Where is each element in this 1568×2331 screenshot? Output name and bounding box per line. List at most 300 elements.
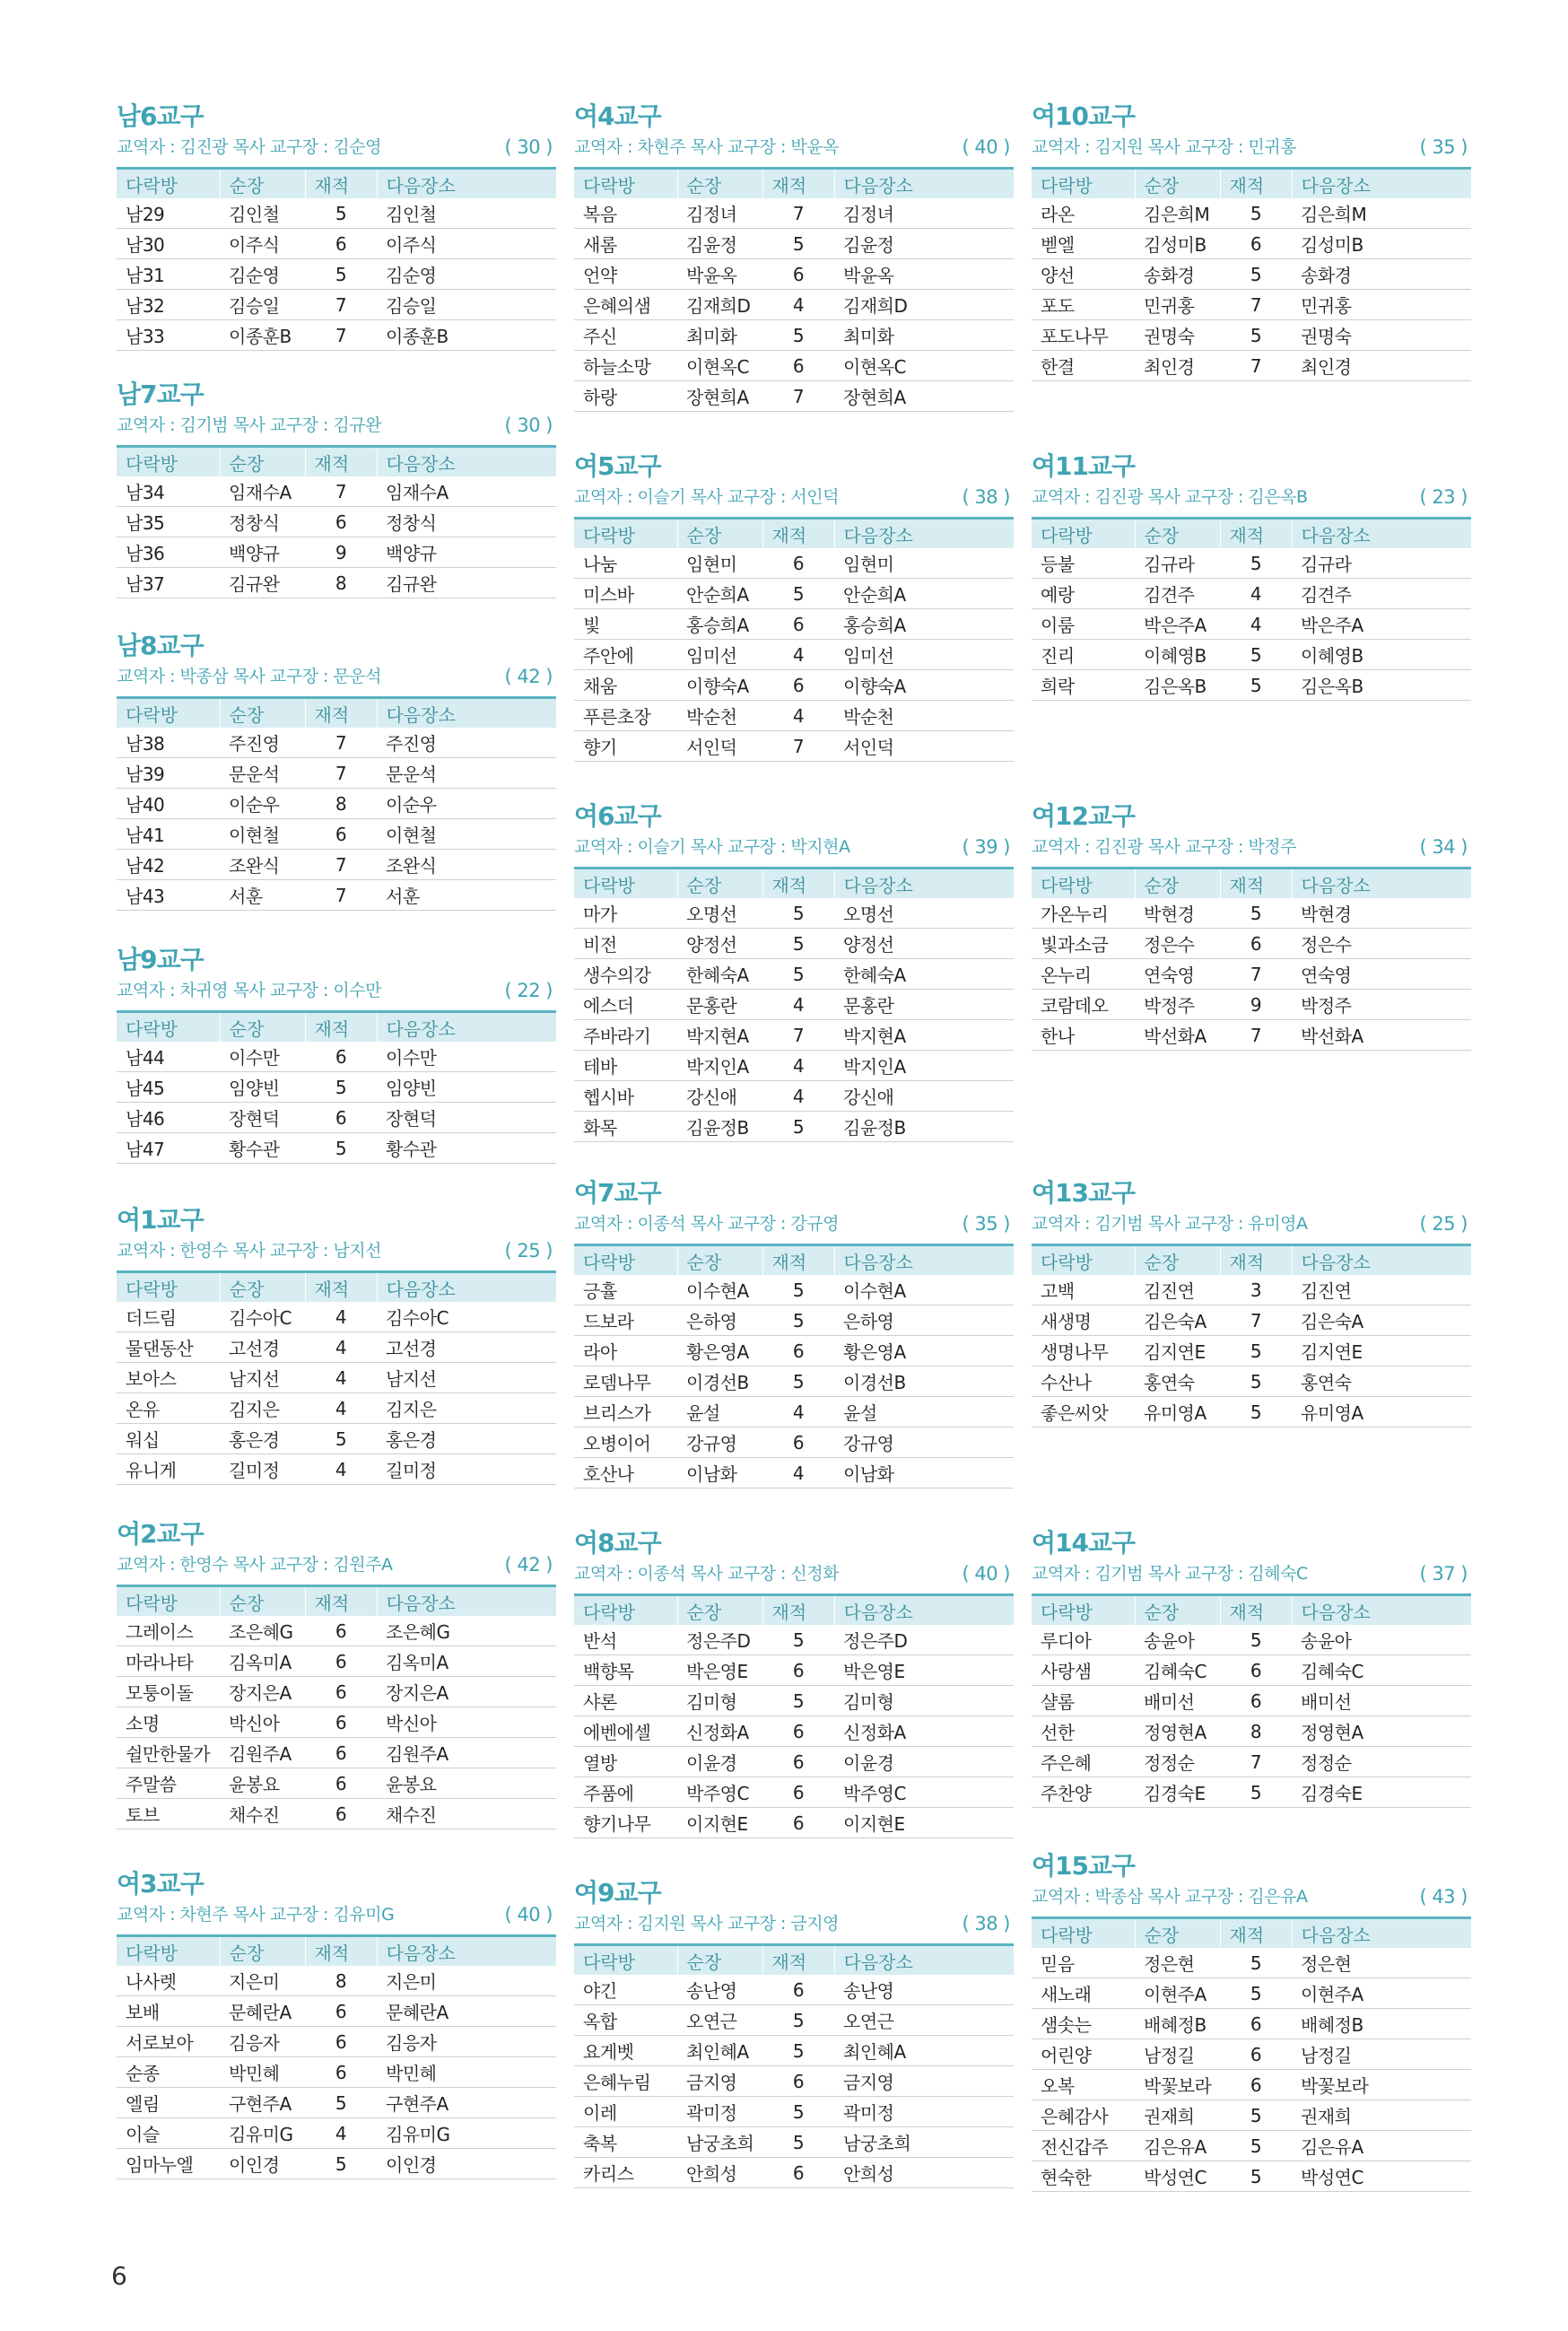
next-location: 박현경: [1292, 898, 1471, 929]
enrolled-count: 5: [1220, 1397, 1292, 1427]
leader-name: 박지인A: [677, 1051, 762, 1081]
column-header: 순장: [220, 1012, 305, 1043]
enrolled-count: 4: [305, 1393, 377, 1424]
group-name: 등불: [1032, 548, 1135, 579]
pastor-leader-info: 교역자 : 김진광 목사 교구장 : 김순영: [117, 137, 381, 157]
leader-name: 남정길: [1135, 2039, 1220, 2070]
next-location: 양정선: [834, 929, 1014, 959]
table-row: [1032, 1655, 1471, 1686]
table-row: [1032, 990, 1471, 1020]
group-name: 주안에: [574, 640, 677, 670]
district-section: [1032, 799, 1471, 1051]
column-header: 다락방: [117, 1586, 220, 1617]
table-row: [1032, 320, 1471, 351]
next-location: 박민혜: [377, 2057, 556, 2088]
table-row: [117, 1677, 556, 1707]
next-location: 홍연숙: [1292, 1366, 1471, 1397]
table-row: [1032, 1777, 1471, 1808]
leader-name: 문혜란A: [220, 1996, 305, 2027]
next-location: 권명숙: [1292, 320, 1471, 351]
group-name: 주바라기: [574, 1020, 677, 1051]
next-location: 남정길: [1292, 2039, 1471, 2070]
table-row: [1032, 2161, 1471, 2192]
group-name: 온유: [117, 1393, 220, 1424]
column-header: 재적: [762, 519, 834, 549]
table-row: [117, 789, 556, 819]
next-location: 홍승희A: [834, 609, 1014, 640]
enrolled-count: 4: [305, 2118, 377, 2149]
column-header: 다음장소: [377, 698, 556, 729]
leader-name: 김윤정: [677, 229, 762, 259]
leader-name: 김재희D: [677, 290, 762, 320]
leader-name: 이윤경: [677, 1747, 762, 1777]
table-row: [117, 1646, 556, 1677]
column-header: 순장: [677, 1945, 762, 1976]
table-row: [574, 898, 1014, 929]
group-name: 온누리: [1032, 959, 1135, 990]
enrolled-count: 5: [762, 1625, 834, 1655]
table-row: [574, 2127, 1014, 2158]
group-table: [574, 517, 1014, 762]
leader-name: 최미화: [677, 320, 762, 351]
pastor-leader-info: 교역자 : 한영수 목사 교구장 : 김원주A: [117, 1555, 393, 1575]
leader-name: 문홍란: [677, 990, 762, 1020]
table-row: [117, 2057, 556, 2088]
column-header: 순장: [1135, 1245, 1220, 1276]
district-section: [1032, 99, 1471, 381]
table-row: [574, 1051, 1014, 1081]
group-name: 빛과소금: [1032, 929, 1135, 959]
leader-name: 박민혜: [220, 2057, 305, 2088]
enrolled-count: 6: [762, 1655, 834, 1686]
column-header: 순장: [220, 169, 305, 199]
leader-name: 양정선: [677, 929, 762, 959]
leader-name: 남지선: [220, 1363, 305, 1393]
next-location: 곽미정: [834, 2097, 1014, 2127]
leader-name: 장지은A: [220, 1677, 305, 1707]
leader-name: 곽미정: [677, 2097, 762, 2127]
enrolled-count: 5: [1220, 1948, 1292, 1978]
enrolled-count: 6: [305, 229, 377, 259]
member-count: ( 43 ): [1419, 1886, 1468, 1908]
column-header: 다락방: [574, 1245, 677, 1276]
table-row: [117, 819, 556, 850]
enrolled-count: 5: [1220, 259, 1292, 290]
leader-name: 고선경: [220, 1332, 305, 1363]
district-meta: [117, 1902, 556, 1927]
column-header: 순장: [677, 169, 762, 199]
next-location: 조완식: [377, 850, 556, 880]
next-location: 정은주D: [834, 1625, 1014, 1655]
leader-name: 박성연C: [1135, 2161, 1220, 2192]
next-location: 배미선: [1292, 1686, 1471, 1716]
next-location: 문혜란A: [377, 1996, 556, 2027]
district-section: [117, 628, 556, 911]
table-row: [574, 1747, 1014, 1777]
column-header: 다락방: [1032, 1918, 1135, 1949]
leader-name: 홍은경: [220, 1424, 305, 1454]
member-count: ( 30 ): [504, 415, 553, 436]
district-title: 여10교구: [1032, 101, 1136, 131]
next-location: 김지연E: [1292, 1336, 1471, 1366]
enrolled-count: 5: [762, 959, 834, 990]
enrolled-count: 6: [762, 548, 834, 579]
column-header: 순장: [1135, 519, 1220, 549]
group-name: 루디아: [1032, 1625, 1135, 1655]
table-row: [574, 1275, 1014, 1305]
group-name: 남32: [117, 290, 220, 320]
enrolled-count: 4: [762, 1051, 834, 1081]
group-name: 남42: [117, 850, 220, 880]
enrolled-count: 5: [762, 229, 834, 259]
enrolled-count: 6: [762, 1427, 834, 1458]
table-row: [574, 731, 1014, 762]
enrolled-count: 7: [762, 381, 834, 412]
column-header: 다음장소: [377, 1272, 556, 1303]
member-count: ( 39 ): [962, 836, 1010, 858]
member-count: ( 42 ): [504, 666, 553, 687]
group-table: [117, 1010, 556, 1164]
next-location: 김원주A: [377, 1738, 556, 1768]
table-row: [117, 1363, 556, 1393]
leader-name: 조완식: [220, 850, 305, 880]
table-row: [574, 2097, 1014, 2127]
district-meta: [574, 1561, 1014, 1586]
district-meta: [1032, 834, 1471, 860]
leader-name: 강규영: [677, 1427, 762, 1458]
group-name: 옥합: [574, 2005, 677, 2036]
table-row: [117, 728, 556, 758]
table-row: [117, 198, 556, 229]
leader-name: 정창식: [220, 507, 305, 537]
column-header: 다락방: [117, 1012, 220, 1043]
table-row: [1032, 2131, 1471, 2161]
table-row: [1032, 609, 1471, 640]
enrolled-count: 6: [305, 1646, 377, 1677]
table-row: [1032, 1625, 1471, 1655]
enrolled-count: 5: [1220, 1777, 1292, 1808]
leader-name: 김은유A: [1135, 2131, 1220, 2161]
leader-name: 임양빈: [220, 1072, 305, 1103]
leader-name: 박정주: [1135, 990, 1220, 1020]
column-header: 다락방: [1032, 1595, 1135, 1626]
table-row: [574, 1625, 1014, 1655]
column-header: 순장: [677, 519, 762, 549]
district-section: [574, 799, 1014, 1142]
group-name: 가온누리: [1032, 898, 1135, 929]
enrolled-count: 6: [305, 2057, 377, 2088]
table-row: [117, 1966, 556, 1996]
group-name: 향기: [574, 731, 677, 762]
next-location: 박윤옥: [834, 259, 1014, 290]
pastor-leader-info: 교역자 : 박종삼 목사 교구장 : 김은유A: [1032, 1887, 1308, 1907]
leader-name: 은하영: [677, 1305, 762, 1336]
district-meta: [117, 413, 556, 438]
district-section: [117, 99, 556, 351]
table-row: [1032, 1366, 1471, 1397]
next-location: 안순희A: [834, 579, 1014, 609]
next-location: 강규영: [834, 1427, 1014, 1458]
group-name: 남31: [117, 259, 220, 290]
table-row: [574, 579, 1014, 609]
leader-name: 김승일: [220, 290, 305, 320]
column-header: 순장: [1135, 869, 1220, 899]
table-row: [117, 1738, 556, 1768]
enrolled-count: 5: [305, 1133, 377, 1164]
next-location: 임현미: [834, 548, 1014, 579]
leader-name: 안희성: [677, 2158, 762, 2188]
table-row: [117, 320, 556, 351]
leader-name: 장현희A: [677, 381, 762, 412]
next-location: 김진연: [1292, 1275, 1471, 1305]
column-header: 순장: [1135, 1918, 1220, 1949]
table-row: [117, 2088, 556, 2118]
leader-name: 박지현A: [677, 1020, 762, 1051]
table-row: [574, 1808, 1014, 1838]
enrolled-count: 6: [305, 1996, 377, 2027]
enrolled-count: 5: [305, 2088, 377, 2118]
district-title: 여11교구: [1032, 451, 1136, 481]
member-count: ( 25 ): [504, 1240, 553, 1262]
next-location: 연숙영: [1292, 959, 1471, 990]
next-location: 오명선: [834, 898, 1014, 929]
group-name: 토브: [117, 1799, 220, 1829]
leader-name: 김순영: [220, 259, 305, 290]
enrolled-count: 5: [762, 2005, 834, 2036]
next-location: 고선경: [377, 1332, 556, 1363]
enrolled-count: 5: [1220, 548, 1292, 579]
group-name: 남34: [117, 476, 220, 507]
pastor-leader-info: 교역자 : 이슬기 목사 교구장 : 서인덕: [574, 487, 839, 507]
leader-name: 이수현A: [677, 1275, 762, 1305]
leader-name: 윤봉요: [220, 1768, 305, 1799]
next-location: 임양빈: [377, 1072, 556, 1103]
enrolled-count: 6: [762, 1336, 834, 1366]
leader-name: 정은주D: [677, 1625, 762, 1655]
table-row: [117, 1103, 556, 1133]
next-location: 이현철: [377, 819, 556, 850]
table-row: [1032, 1305, 1471, 1336]
leader-name: 박현경: [1135, 898, 1220, 929]
enrolled-count: 5: [762, 579, 834, 609]
leader-name: 홍승희A: [677, 609, 762, 640]
table-row: [1032, 1747, 1471, 1777]
leader-name: 강신애: [677, 1081, 762, 1112]
district-title: 여8교구: [574, 1528, 661, 1558]
district-meta: [1032, 1884, 1471, 1909]
group-name: 카리스: [574, 2158, 677, 2188]
enrolled-count: 6: [762, 351, 834, 381]
pastor-leader-info: 교역자 : 박종삼 목사 교구장 : 문운석: [117, 667, 381, 686]
next-location: 이수현A: [834, 1275, 1014, 1305]
table-row: [1032, 2070, 1471, 2100]
group-table: [574, 1943, 1014, 2188]
next-location: 이지현E: [834, 1808, 1014, 1838]
leader-name: 배혜정B: [1135, 2009, 1220, 2039]
table-row: [574, 701, 1014, 731]
column-header: 다락방: [574, 1595, 677, 1626]
district-title: 남9교구: [117, 945, 204, 974]
enrolled-count: 7: [1220, 1305, 1292, 1336]
leader-name: 김유미G: [220, 2118, 305, 2149]
enrolled-count: 5: [305, 1424, 377, 1454]
column-header: 재적: [305, 698, 377, 729]
group-name: 나눔: [574, 548, 677, 579]
group-name: 포도나무: [1032, 320, 1135, 351]
group-name: 요게벳: [574, 2036, 677, 2066]
district-meta: [117, 978, 556, 1003]
group-table: [117, 1934, 556, 2179]
group-name: 생수의강: [574, 959, 677, 990]
next-location: 이현옥C: [834, 351, 1014, 381]
group-name: 브리스가: [574, 1397, 677, 1427]
next-location: 김지은: [377, 1393, 556, 1424]
enrolled-count: 6: [305, 819, 377, 850]
leader-name: 김규라: [1135, 548, 1220, 579]
group-name: 은혜누림: [574, 2066, 677, 2097]
column-header: 다음장소: [1292, 169, 1471, 199]
district-section: [117, 1516, 556, 1829]
table-row: [574, 1777, 1014, 1808]
next-location: 김승일: [377, 290, 556, 320]
leader-name: 이경선B: [677, 1366, 762, 1397]
column-header: 다락방: [574, 169, 677, 199]
pastor-leader-info: 교역자 : 김진광 목사 교구장 : 박정주: [1032, 837, 1296, 857]
enrolled-count: 5: [1220, 1625, 1292, 1655]
leader-name: 김은옥B: [1135, 670, 1220, 701]
next-location: 임재수A: [377, 476, 556, 507]
leader-name: 김성미B: [1135, 229, 1220, 259]
group-name: 로뎀나무: [574, 1366, 677, 1397]
next-location: 정정순: [1292, 1747, 1471, 1777]
group-name: 열방: [574, 1747, 677, 1777]
next-location: 정은현: [1292, 1948, 1471, 1978]
group-name: 이슬: [117, 2118, 220, 2149]
column-header: 순장: [677, 1245, 762, 1276]
leader-name: 권재희: [1135, 2100, 1220, 2131]
column-header: 다락방: [117, 1936, 220, 1967]
table-row: [117, 259, 556, 290]
group-name: 남36: [117, 537, 220, 568]
group-table: [574, 1593, 1014, 1838]
group-name: 샘솟는: [1032, 2009, 1135, 2039]
member-count: ( 40 ): [962, 136, 1010, 158]
leader-name: 김윤정B: [677, 1112, 762, 1142]
enrolled-count: 4: [305, 1454, 377, 1485]
next-location: 신정화A: [834, 1716, 1014, 1747]
leader-name: 권명숙: [1135, 320, 1220, 351]
group-name: 고백: [1032, 1275, 1135, 1305]
district-section: [574, 1525, 1014, 1838]
leader-name: 서인덕: [677, 731, 762, 762]
column-header: 다락방: [574, 1945, 677, 1976]
next-location: 김견주: [1292, 579, 1471, 609]
group-name: 새노래: [1032, 1978, 1135, 2009]
leader-name: 장현덕: [220, 1103, 305, 1133]
column-header: 순장: [220, 1936, 305, 1967]
group-name: 보아스: [117, 1363, 220, 1393]
leader-name: 이현철: [220, 819, 305, 850]
group-name: 주말씀: [117, 1768, 220, 1799]
enrolled-count: 4: [762, 290, 834, 320]
table-row: [1032, 640, 1471, 670]
district-section: [574, 99, 1014, 412]
member-count: ( 35 ): [962, 1213, 1010, 1235]
table-row: [117, 1454, 556, 1485]
district-meta: [117, 664, 556, 689]
district-title: 여5교구: [574, 451, 661, 481]
enrolled-count: 5: [762, 898, 834, 929]
leader-name: 이남화: [677, 1458, 762, 1489]
table-row: [574, 548, 1014, 579]
column-header: 다음장소: [1292, 1918, 1471, 1949]
group-name: 새생명: [1032, 1305, 1135, 1336]
next-location: 김윤정: [834, 229, 1014, 259]
group-table: [117, 696, 556, 911]
pastor-leader-info: 교역자 : 이슬기 목사 교구장 : 박지현A: [574, 837, 850, 857]
table-row: [1032, 2039, 1471, 2070]
table-row: [1032, 959, 1471, 990]
group-name: 채움: [574, 670, 677, 701]
column-header: 재적: [762, 169, 834, 199]
leader-name: 박선화A: [1135, 1020, 1220, 1051]
next-location: 황은영A: [834, 1336, 1014, 1366]
leader-name: 연숙영: [1135, 959, 1220, 990]
next-location: 송윤아: [1292, 1625, 1471, 1655]
column-header: 재적: [1220, 169, 1292, 199]
leader-name: 조은혜G: [220, 1616, 305, 1646]
table-row: [117, 880, 556, 911]
table-row: [117, 1424, 556, 1454]
enrolled-count: 5: [762, 320, 834, 351]
group-name: 남33: [117, 320, 220, 351]
table-row: [574, 1112, 1014, 1142]
column-header: 다음장소: [834, 169, 1014, 199]
district-title: 여15교구: [1032, 1851, 1136, 1881]
group-name: 양선: [1032, 259, 1135, 290]
table-row: [574, 1081, 1014, 1112]
leader-name: 김혜숙C: [1135, 1655, 1220, 1686]
leader-name: 김인철: [220, 198, 305, 229]
district-section: [1032, 1175, 1471, 1427]
enrolled-count: 7: [762, 198, 834, 229]
next-location: 문운석: [377, 758, 556, 789]
next-location: 권재희: [1292, 2100, 1471, 2131]
leader-name: 김경숙E: [1135, 1777, 1220, 1808]
leader-name: 주진영: [220, 728, 305, 758]
group-name: 에벤에셀: [574, 1716, 677, 1747]
group-name: 긍휼: [574, 1275, 677, 1305]
group-name: 라아: [574, 1336, 677, 1366]
enrolled-count: 5: [305, 198, 377, 229]
next-location: 이순우: [377, 789, 556, 819]
district-meta: [574, 485, 1014, 510]
next-location: 민귀홍: [1292, 290, 1471, 320]
next-location: 안희성: [834, 2158, 1014, 2188]
enrolled-count: 6: [1220, 1686, 1292, 1716]
group-name: 수산나: [1032, 1366, 1135, 1397]
group-name: 반석: [574, 1625, 677, 1655]
next-location: 이수만: [377, 1042, 556, 1072]
leader-name: 박은영E: [677, 1655, 762, 1686]
table-row: [574, 2066, 1014, 2097]
group-table: [1032, 1593, 1471, 1808]
next-location: 송화경: [1292, 259, 1471, 290]
next-location: 박꽃보라: [1292, 2070, 1471, 2100]
next-location: 박신아: [377, 1707, 556, 1738]
next-location: 김규완: [377, 568, 556, 598]
next-location: 이향숙A: [834, 670, 1014, 701]
